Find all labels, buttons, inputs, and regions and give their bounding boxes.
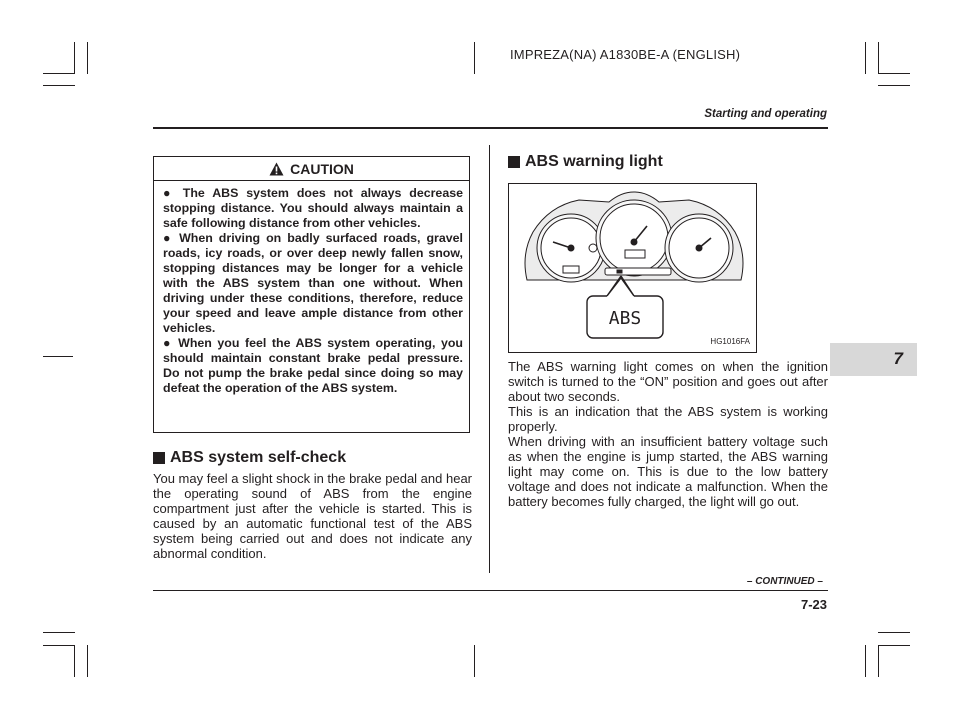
- crop-mark: [43, 73, 75, 74]
- crop-mark: [878, 85, 910, 86]
- warning-light-heading-label: ABS warning light: [525, 153, 663, 170]
- crop-mark: [865, 42, 866, 74]
- warning-triangle-icon: [269, 162, 284, 176]
- warning-light-paragraph: The ABS warning light comes on when the ignition switch is turned to the “ON” position and goes out after about two seconds.: [508, 359, 828, 404]
- warning-light-text: [508, 359, 828, 509]
- section-title: Starting and operating: [704, 108, 827, 120]
- caution-heading: [154, 157, 469, 181]
- caution-heading-label: CAUTION: [290, 160, 354, 177]
- crop-mark: [43, 632, 75, 633]
- self-check-heading: [153, 449, 346, 467]
- header-rule: [153, 127, 828, 129]
- caution-box: [153, 156, 470, 433]
- warning-light-paragraph: This is an indication that the ABS system is working properly.: [508, 404, 828, 434]
- caution-item: ● When you feel the ABS system operating, you should maintain constant brake pedal pressure. Do not pump the brake pedal since doing so may defeat the operation of the ABS system.: [163, 336, 463, 395]
- crop-mark: [74, 645, 75, 677]
- crop-mark: [87, 645, 88, 677]
- caution-item: ● The ABS system does not always decrease stopping distance. You should always maintain a safe following distance from other vehicles.: [163, 186, 463, 230]
- abs-indicator-label: ABS: [608, 308, 642, 329]
- caution-body: [154, 181, 469, 396]
- crop-mark: [74, 42, 75, 74]
- square-bullet-icon: [508, 156, 520, 168]
- square-bullet-icon: [153, 452, 165, 464]
- crop-mark: [43, 356, 73, 357]
- chapter-number: 7: [893, 349, 903, 368]
- crop-mark: [865, 645, 866, 677]
- chapter-tab: [830, 343, 917, 376]
- warning-light-heading: [508, 153, 663, 171]
- figure-code: HG1016FA: [710, 337, 750, 346]
- crop-mark: [43, 645, 75, 646]
- continued-note: – CONTINUED –: [746, 576, 823, 587]
- self-check-paragraph: You may feel a slight shock in the brake pedal and hear the operating sound of ABS from the engine compartment just after the vehicle is started. This is caused by an automatic functional test of the ABS system being carried out and does not indicate any abnormal condition.: [153, 471, 472, 561]
- footer-rule: [153, 590, 828, 591]
- crop-mark: [474, 645, 475, 677]
- crop-mark: [878, 645, 879, 677]
- crop-mark: [43, 85, 75, 86]
- crop-mark: [878, 73, 910, 74]
- crop-mark: [474, 42, 475, 74]
- self-check-heading-label: ABS system self-check: [170, 449, 347, 466]
- warning-light-paragraph: When driving with an insufficient battery voltage such as when the engine is jump started, the ABS warning light may come on. This is due to the low battery voltage and does not indicate a malfunction. When the battery becomes fully charged, the light will go out.: [508, 434, 828, 509]
- instrument-cluster-figure: [508, 183, 757, 353]
- caution-item: ● When driving on badly surfaced roads, gravel roads, icy roads, or over deep newly fallen snow, stopping distances may be longer for a vehicle with the ABS system than one without. When driving under these conditions, therefore, reduce your speed and leave ample distance from other vehicles.: [163, 231, 463, 335]
- document-code: IMPREZA(NA) A1830BE-A (ENGLISH): [510, 47, 741, 62]
- crop-mark: [87, 42, 88, 74]
- page-number: 7-23: [800, 597, 827, 612]
- crop-mark: [878, 632, 910, 633]
- crop-mark: [878, 42, 879, 74]
- self-check-text: [153, 471, 472, 561]
- column-divider: [489, 145, 490, 573]
- crop-mark: [878, 645, 910, 646]
- instrument-cluster-illustration: [509, 184, 756, 352]
